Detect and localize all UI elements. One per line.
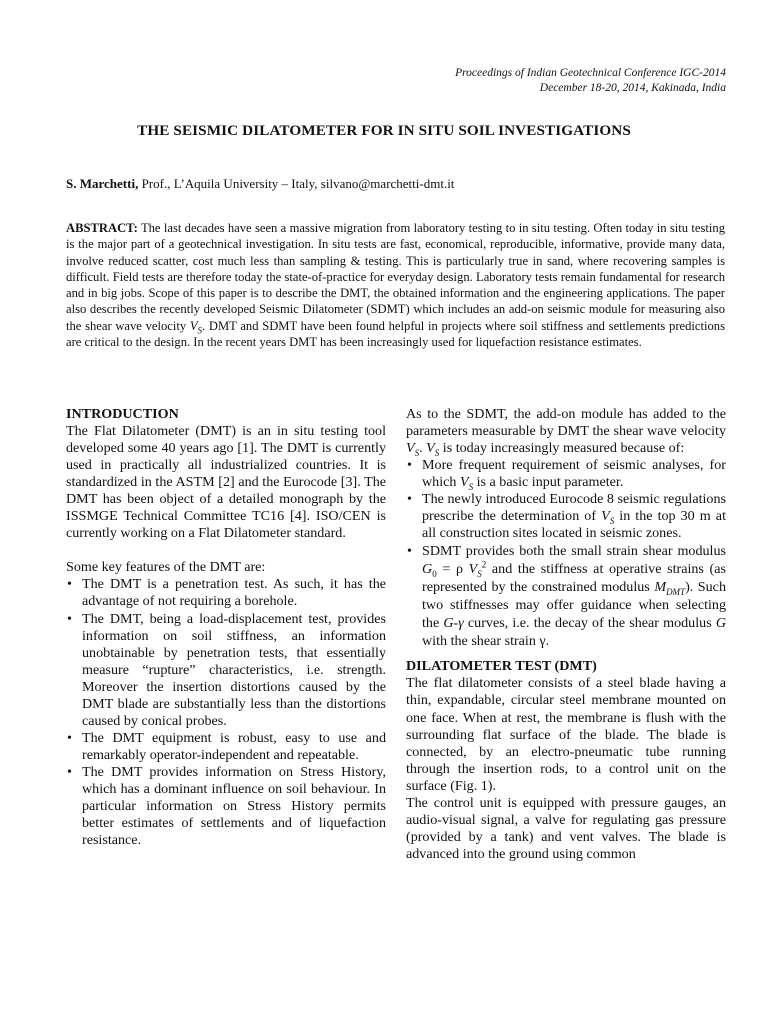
abstract-text-2: . DMT and SDMT have been found helpful in projects where soil stiffness and settlements predictions are critical to the design. In the recent years DMT has been increasingly used for liquefaction resistance estimates. (66, 318, 725, 350)
proceedings-header (455, 66, 726, 95)
text-run: ). Such two stiffnesses may offer guidance when selecting the (422, 579, 726, 632)
symbol-s-sub: S (434, 447, 440, 458)
list-item (406, 491, 726, 542)
list-item (66, 576, 386, 610)
symbol-g-gamma: G-γ (443, 615, 464, 632)
author-affiliation: Prof., L’Aquila University – Italy, silvano@marchetti-dmt.it (138, 176, 455, 191)
list-item (66, 611, 386, 730)
abstract (66, 220, 725, 350)
author-line (66, 176, 454, 192)
symbol-s-sub: S (468, 482, 474, 492)
features-list (66, 576, 386, 849)
author-name: S. Marchetti, (66, 176, 139, 191)
symbol-v: V (406, 440, 415, 457)
symbol-v: V (601, 508, 610, 525)
text-run: with the shear strain γ. (422, 633, 550, 650)
symbol-zero-sub: 0 (432, 569, 437, 580)
symbol-s-sub: S (477, 569, 482, 580)
text-run: SDMT provides both the small strain shear modulus (422, 543, 726, 560)
features-intro: Some key features of the DMT are: (66, 559, 266, 576)
right-column (406, 406, 726, 863)
text-run: The newly introduced Eurocode 8 seismic regulations prescribe the determination of (422, 491, 726, 525)
text-run: More frequent requirement of seismic analyses, for which (422, 457, 726, 491)
list-item-text: The DMT equipment is robust, easy to use and remarkably operator-independent and repeatable. (82, 729, 386, 763)
dmt-paragraph-2: The control unit is equipped with pressure gauges, an audio-visual signal, a valve for regulating gas pressure (provided by a tank) and vent valves. The blade is advanced into the ground using common (406, 794, 726, 862)
dmt-paragraph-1: The flat dilatometer consists of a steel blade having a thin, expandable, circular steel membrane mounted on one face. When at rest, the membrane is flush with the surrounding flat surface of the blade. The blade is connected, by an electro-pneumatic tube running through the insertion rods, to a control unit on the surface (Fig. 1). (406, 675, 726, 794)
symbol-g: G (715, 615, 726, 632)
paper-title: THE SEISMIC DILATOMETER FOR IN SITU SOIL INVESTIGATIONS (137, 122, 631, 139)
bullet-icon: • (407, 457, 412, 474)
symbol-s-sub: S (414, 447, 420, 458)
bullet-icon: • (67, 763, 72, 780)
introduction-paragraph: The Flat Dilatometer (DMT) is an in situ testing tool developed some 40 years ago [1]. The DMT is currently used in practically all industrialized countries. It is standardized in the ASTM [2] and the Eurocode [3]. The DMT has been object of a detailed monograph by the ISSMGE Technical Committee TC16 [4]. ISO/CEN is currently working on a Flat Dilatometer standard. (66, 423, 386, 542)
text-run: and the stiffness at operative strains (as represented by the constrained modulus (422, 561, 726, 596)
symbol-two-sup: 2 (481, 559, 487, 570)
abstract-text-1: The last decades have seen a massive migration from laboratory testing to in situ testing. Often today in situ testing is the major part of a geotechnical investigation. In situ tests are fast, economical, reproducible, informative, provide many data, involve reduced scatter, cost much less than sampling & testing. This is particularly true in sand, where recovering samples is difficult. Field tests are therefore today the state-of-practice for everyday design. Laboratory tests remain fundamental for research and in big jobs. Scope of this paper is to describe the DMT, the obtained information and the engineering applications. The paper also describes the recently developed Seismic Dilatometer (SDMT) which includes an add-on seismic module for measuring also the shear wave velocity (66, 221, 725, 333)
list-item-text: The DMT, being a load-displacement test, provides information on soil stiffness, an information unobtainable by penetration tests, that essentially measure “rupture” characteristics, i.e. strength. Moreover the insertion distortions caused by the DMT blade are substantially less than the distortions caused by conical probes. (82, 610, 386, 729)
bullet-icon: • (407, 543, 412, 560)
symbol-s-sub: S (609, 516, 615, 527)
abstract-label: ABSTRACT: (66, 221, 138, 235)
list-item (66, 730, 386, 764)
symbol-v: V (468, 561, 478, 578)
bullet-icon: • (67, 610, 72, 627)
left-column (66, 406, 386, 849)
text-run: As to the SDMT, the add-on module has added to the parameters measurable by DMT the shear wave velocity (406, 406, 726, 440)
text-run: in the top 30 m at all construction sites located in seismic zones. (422, 508, 726, 542)
proceedings-line-2: December 18-20, 2014, Kakinada, India (539, 81, 726, 94)
text-run: is today increasingly measured because of: (439, 440, 685, 457)
sdmt-reasons-list (406, 457, 726, 650)
symbol-v: V (189, 318, 198, 333)
list-item (66, 764, 386, 849)
text-run: is a basic input parameter. (473, 474, 624, 491)
symbol-m-dmt: M (654, 579, 667, 596)
list-item (406, 457, 726, 491)
text-run: curves, i.e. the decay of the shear modulus (463, 615, 716, 632)
list-item-text: The DMT is a penetration test. As such, it has the advantage of not requiring a borehole. (82, 576, 386, 610)
symbol-v: V (459, 474, 469, 491)
bullet-icon: • (67, 576, 72, 593)
bullet-icon: • (407, 491, 412, 508)
introduction-heading: INTRODUCTION (66, 406, 179, 422)
proceedings-line-1: Proceedings of Indian Geotechnical Conference IGC-2014 (455, 67, 726, 79)
sdmt-paragraph (406, 406, 726, 457)
text-run: = ρ (436, 561, 469, 578)
list-item-text: The DMT provides information on Stress History, which has a dominant influence on soil behaviour. In particular information on Stress History permits better estimates of settlements and of liquefaction resistance. (82, 763, 386, 849)
symbol-v: V (426, 440, 435, 457)
symbol-s-sub: S (197, 325, 203, 336)
bullet-icon: • (67, 729, 72, 746)
dmt-heading: DILATOMETER TEST (DMT) (406, 658, 597, 675)
text-run: . (419, 440, 427, 457)
list-item (406, 542, 726, 650)
symbol-g: G (422, 561, 433, 578)
symbol-dmt-sub: DMT (666, 587, 686, 598)
